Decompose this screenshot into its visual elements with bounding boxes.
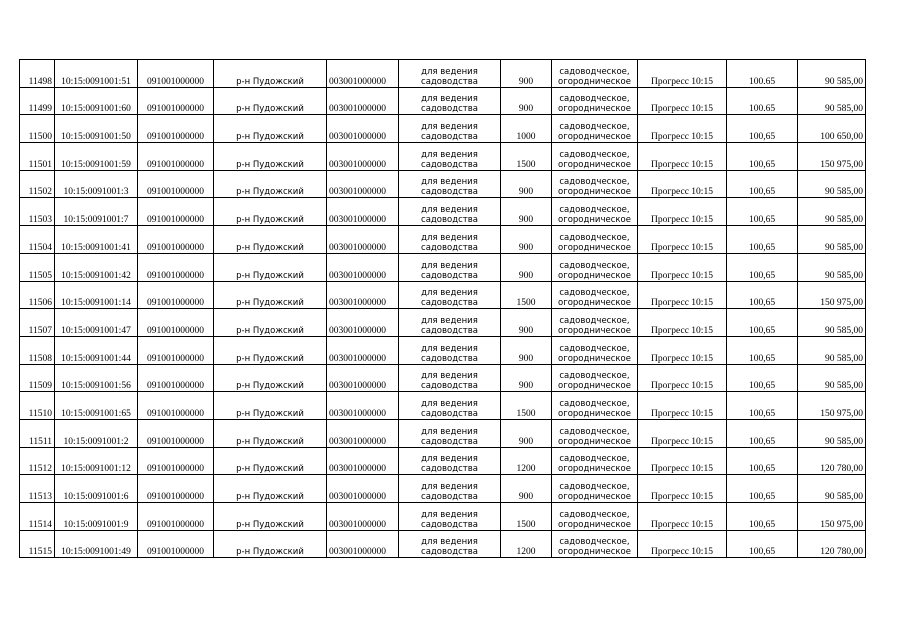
zone-cell: Прогресс 10:15: [638, 503, 727, 531]
oktmo-code-cell: 003001000000: [327, 475, 399, 503]
row-number-cell: 11508: [20, 336, 55, 364]
zone-cell: Прогресс 10:15: [638, 309, 727, 337]
row-number-cell: 11513: [20, 475, 55, 503]
cadastral-number-cell: 10:15:0091001:59: [55, 143, 138, 171]
zone-cell: Прогресс 10:15: [638, 226, 727, 254]
category-cell: [552, 364, 638, 392]
district-cell: р-н Пудожский: [214, 60, 327, 88]
table-row: [20, 281, 866, 309]
okato-code-cell: 091001000000: [138, 60, 214, 88]
rate-cell: 100,65: [727, 419, 798, 447]
category-cell: [552, 419, 638, 447]
cadastral-value-cell: 100 650,00: [798, 115, 866, 143]
zone-cell: Прогресс 10:15: [638, 447, 727, 475]
table-row: [20, 364, 866, 392]
zone-cell: Прогресс 10:15: [638, 115, 727, 143]
rate-cell: 100,65: [727, 503, 798, 531]
purpose-line-1: для ведения: [421, 149, 478, 160]
okato-code-cell: 091001000000: [138, 447, 214, 475]
category-line-2: огородническое: [558, 187, 631, 198]
oktmo-code-cell: 003001000000: [327, 226, 399, 254]
area-cell: 1200: [501, 447, 552, 475]
zone-cell: Прогресс 10:15: [638, 170, 727, 198]
purpose-cell: [399, 170, 501, 198]
category-cell: [552, 281, 638, 309]
category-line-1: садоводческое,: [559, 537, 630, 548]
table-row: [20, 198, 866, 226]
okato-code-cell: 091001000000: [138, 503, 214, 531]
row-number-cell: 11510: [20, 392, 55, 420]
row-number-cell: 11511: [20, 419, 55, 447]
row-number-cell: 11515: [20, 530, 55, 558]
okato-code-cell: 091001000000: [138, 170, 214, 198]
okato-code-cell: 091001000000: [138, 336, 214, 364]
cadastral-number-cell: 10:15:0091001:49: [55, 530, 138, 558]
category-cell: [552, 87, 638, 115]
area-cell: 900: [501, 419, 552, 447]
zone-cell: Прогресс 10:15: [638, 198, 727, 226]
row-number-cell: 11509: [20, 364, 55, 392]
okato-code-cell: 091001000000: [138, 475, 214, 503]
purpose-cell: [399, 419, 501, 447]
oktmo-code-cell: 003001000000: [327, 364, 399, 392]
purpose-cell: [399, 530, 501, 558]
row-number-cell: 11505: [20, 253, 55, 281]
zone-cell: Прогресс 10:15: [638, 87, 727, 115]
area-cell: 900: [501, 198, 552, 226]
category-line-2: огородническое: [558, 242, 631, 253]
rate-cell: 100.65: [727, 87, 798, 115]
okato-code-cell: 091001000000: [138, 143, 214, 171]
category-line-1: садоводческое,: [559, 232, 630, 243]
purpose-line-1: для ведения: [421, 398, 478, 409]
purpose-line-2: садоводства: [421, 353, 478, 364]
cadastral-value-cell: 90 585,00: [798, 336, 866, 364]
category-line-1: садоводческое,: [559, 398, 630, 409]
table-row: [20, 475, 866, 503]
table-row: [20, 336, 866, 364]
purpose-cell: [399, 253, 501, 281]
area-cell: 900: [501, 87, 552, 115]
category-line-1: садоводческое,: [559, 66, 630, 77]
cadastral-number-cell: 10:15:0091001:2: [55, 419, 138, 447]
cadastral-value-cell: 150 975,00: [798, 281, 866, 309]
district-cell: р-н Пудожский: [214, 475, 327, 503]
district-cell: р-н Пудожский: [214, 253, 327, 281]
table-row: [20, 530, 866, 558]
purpose-line-2: садоводства: [421, 519, 478, 530]
purpose-line-1: для ведения: [421, 94, 478, 105]
purpose-line-2: садоводства: [421, 76, 478, 87]
purpose-line-2: садоводства: [421, 298, 478, 309]
purpose-cell: [399, 475, 501, 503]
category-line-2: огородническое: [558, 270, 631, 281]
row-number-cell: 11506: [20, 281, 55, 309]
purpose-line-2: садоводства: [421, 464, 478, 475]
cadastral-value-cell: 90 585,00: [798, 309, 866, 337]
oktmo-code-cell: 003001000000: [327, 170, 399, 198]
cadastral-value-cell: 120 780,00: [798, 447, 866, 475]
purpose-line-2: садоводства: [421, 159, 478, 170]
zone-cell: Прогресс 10:15: [638, 60, 727, 88]
purpose-line-2: садоводства: [421, 547, 478, 558]
category-line-2: огородническое: [558, 464, 631, 475]
okato-code-cell: 091001000000: [138, 281, 214, 309]
purpose-line-2: садоводства: [421, 270, 478, 281]
table-row: [20, 226, 866, 254]
district-cell: р-н Пудожский: [214, 115, 327, 143]
purpose-cell: [399, 60, 501, 88]
rate-cell: 100,65: [727, 115, 798, 143]
table-row: [20, 170, 866, 198]
purpose-line-2: садоводства: [421, 492, 478, 502]
purpose-line-1: для ведения: [421, 66, 478, 77]
okato-code-cell: 091001000000: [138, 115, 214, 143]
category-line-2: огородническое: [558, 353, 631, 364]
cadastral-number-cell: 10:15:0091001:12: [55, 447, 138, 475]
rate-cell: 100,65: [727, 309, 798, 337]
purpose-line-1: для ведения: [421, 122, 478, 133]
category-cell: [552, 170, 638, 198]
row-number-cell: 11498: [20, 60, 55, 88]
cadastral-number-cell: 10:15:0091001:44: [55, 336, 138, 364]
rate-cell: 100,65: [727, 253, 798, 281]
okato-code-cell: 091001000000: [138, 87, 214, 115]
cadastral-value-cell: 90 585,00: [798, 198, 866, 226]
purpose-line-2: садоводства: [421, 104, 478, 115]
district-cell: р-н Пудожский: [214, 392, 327, 420]
category-cell: [552, 309, 638, 337]
okato-code-cell: 091001000000: [138, 364, 214, 392]
purpose-line-1: для ведения: [421, 371, 478, 382]
category-cell: [552, 115, 638, 143]
purpose-line-1: для ведения: [421, 482, 478, 492]
district-cell: р-н Пудожский: [214, 143, 327, 171]
area-cell: 1500: [501, 392, 552, 420]
district-cell: р-н Пудожский: [214, 309, 327, 337]
purpose-line-2: садоводства: [421, 381, 478, 392]
purpose-line-1: для ведения: [421, 426, 478, 437]
purpose-line-2: садоводства: [421, 242, 478, 253]
area-cell: 900: [501, 226, 552, 254]
cadastral-number-cell: 10:15:0091001:6: [55, 475, 138, 503]
oktmo-code-cell: 003001000000: [327, 115, 399, 143]
purpose-cell: [399, 503, 501, 531]
category-line-1: садоводческое,: [559, 426, 630, 437]
category-line-1: садоводческое,: [559, 122, 630, 133]
district-cell: р-н Пудожский: [214, 503, 327, 531]
okato-code-cell: 091001000000: [138, 419, 214, 447]
cadastral-number-cell: 10:15:0091001:7: [55, 198, 138, 226]
land-registry-table: [19, 59, 866, 558]
district-cell: р-н Пудожский: [214, 447, 327, 475]
district-cell: р-н Пудожский: [214, 281, 327, 309]
district-cell: р-н Пудожский: [214, 336, 327, 364]
category-line-1: садоводческое,: [559, 260, 630, 271]
row-number-cell: 11500: [20, 115, 55, 143]
category-line-1: садоводческое,: [559, 509, 630, 520]
category-line-2: огородническое: [558, 215, 631, 226]
purpose-cell: [399, 336, 501, 364]
category-line-1: садоводческое,: [559, 94, 630, 105]
category-line-2: огородническое: [558, 132, 631, 143]
category-cell: [552, 392, 638, 420]
rate-cell: 100,65: [727, 447, 798, 475]
cadastral-value-cell: 90 585,00: [798, 226, 866, 254]
category-cell: [552, 475, 638, 503]
area-cell: 900: [501, 364, 552, 392]
table-row: [20, 503, 866, 531]
zone-cell: Прогресс 10:15: [638, 253, 727, 281]
table-row: [20, 143, 866, 171]
okato-code-cell: 091001000000: [138, 226, 214, 254]
okato-code-cell: 091001000000: [138, 309, 214, 337]
cadastral-number-cell: 10:15:0091001:14: [55, 281, 138, 309]
zone-cell: Прогресс 10:15: [638, 281, 727, 309]
zone-cell: Прогресс 10:15: [638, 392, 727, 420]
rate-cell: 100,65: [727, 281, 798, 309]
rate-cell: 100,65: [727, 198, 798, 226]
cadastral-value-cell: 90 585,00: [798, 87, 866, 115]
purpose-cell: [399, 226, 501, 254]
area-cell: 1500: [501, 281, 552, 309]
category-line-2: огородническое: [558, 298, 631, 309]
purpose-line-2: садоводства: [421, 325, 478, 336]
row-number-cell: 11507: [20, 309, 55, 337]
category-line-1: садоводческое,: [559, 177, 630, 188]
district-cell: р-н Пудожский: [214, 364, 327, 392]
table-body: [20, 60, 866, 558]
cadastral-value-cell: 90 585,00: [798, 419, 866, 447]
rate-cell: 100,65: [727, 364, 798, 392]
cadastral-number-cell: 10:15:0091001:51: [55, 60, 138, 88]
category-cell: [552, 60, 638, 88]
purpose-cell: [399, 309, 501, 337]
row-number-cell: 11501: [20, 143, 55, 171]
cadastral-number-cell: 10:15:0091001:60: [55, 87, 138, 115]
area-cell: 900: [501, 253, 552, 281]
table-row: [20, 419, 866, 447]
category-cell: [552, 143, 638, 171]
category-cell: [552, 336, 638, 364]
category-cell: [552, 503, 638, 531]
oktmo-code-cell: 003001000000: [327, 336, 399, 364]
okato-code-cell: 091001000000: [138, 392, 214, 420]
area-cell: 900: [501, 336, 552, 364]
oktmo-code-cell: 003001000000: [327, 143, 399, 171]
category-line-2: огородническое: [558, 325, 631, 336]
rate-cell: 100,65: [727, 336, 798, 364]
purpose-line-1: для ведения: [421, 260, 478, 271]
table-row: [20, 447, 866, 475]
rate-cell: 100,65: [727, 143, 798, 171]
oktmo-code-cell: 003001000000: [327, 309, 399, 337]
area-cell: 900: [501, 309, 552, 337]
category-line-2: огородническое: [558, 547, 631, 558]
purpose-line-1: для ведения: [421, 343, 478, 354]
cadastral-value-cell: 90 585,00: [798, 170, 866, 198]
cadastral-value-cell: 90 585,00: [798, 253, 866, 281]
purpose-line-1: для ведения: [421, 288, 478, 299]
area-cell: 900: [501, 170, 552, 198]
cadastral-number-cell: 10:15:0091001:41: [55, 226, 138, 254]
row-number-cell: 11512: [20, 447, 55, 475]
purpose-line-2: садоводства: [421, 436, 478, 447]
purpose-cell: [399, 198, 501, 226]
purpose-line-1: для ведения: [421, 205, 478, 216]
purpose-line-2: садоводства: [421, 215, 478, 226]
purpose-cell: [399, 447, 501, 475]
category-line-2: огородническое: [558, 436, 631, 447]
category-line-1: садоводческое,: [559, 288, 630, 299]
category-cell: [552, 226, 638, 254]
cadastral-value-cell: 150 975,00: [798, 503, 866, 531]
area-cell: 1200: [501, 530, 552, 558]
purpose-cell: [399, 364, 501, 392]
cadastral-value-cell: 150 975,00: [798, 392, 866, 420]
district-cell: р-н Пудожский: [214, 170, 327, 198]
area-cell: 1000: [501, 115, 552, 143]
okato-code-cell: 091001000000: [138, 530, 214, 558]
oktmo-code-cell: 003001000000: [327, 447, 399, 475]
rate-cell: 100,65: [727, 392, 798, 420]
cadastral-value-cell: 120 780,00: [798, 530, 866, 558]
cadastral-number-cell: 10:15:0091001:47: [55, 309, 138, 337]
rate-cell: 100,65: [727, 226, 798, 254]
district-cell: р-н Пудожский: [214, 530, 327, 558]
cadastral-number-cell: 10:15:0091001:50: [55, 115, 138, 143]
oktmo-code-cell: 003001000000: [327, 392, 399, 420]
category-cell: [552, 198, 638, 226]
cadastral-number-cell: 10:15:0091001:9: [55, 503, 138, 531]
purpose-line-1: для ведения: [421, 232, 478, 243]
purpose-line-1: для ведения: [421, 537, 478, 548]
row-number-cell: 11499: [20, 87, 55, 115]
category-cell: [552, 530, 638, 558]
area-cell: 1500: [501, 503, 552, 531]
rate-cell: 100,65: [727, 475, 798, 503]
purpose-cell: [399, 115, 501, 143]
table-row: [20, 115, 866, 143]
purpose-line-1: для ведения: [421, 177, 478, 188]
zone-cell: Прогресс 10:15: [638, 530, 727, 558]
category-line-1: садоводческое,: [559, 205, 630, 216]
table-row: [20, 253, 866, 281]
oktmo-code-cell: 003001000000: [327, 530, 399, 558]
category-line-1: садоводческое,: [559, 371, 630, 382]
district-cell: р-н Пудожский: [214, 198, 327, 226]
cadastral-value-cell: 150 975,00: [798, 143, 866, 171]
category-cell: [552, 253, 638, 281]
cadastral-number-cell: 10:15:0091001:3: [55, 170, 138, 198]
zone-cell: Прогресс 10:15: [638, 419, 727, 447]
category-line-2: огородническое: [558, 519, 631, 530]
cadastral-value-cell: 90 585,00: [798, 475, 866, 503]
purpose-cell: [399, 392, 501, 420]
category-line-2: огородническое: [558, 159, 631, 170]
area-cell: 1500: [501, 143, 552, 171]
oktmo-code-cell: 003001000000: [327, 60, 399, 88]
row-number-cell: 11503: [20, 198, 55, 226]
oktmo-code-cell: 003001000000: [327, 87, 399, 115]
rate-cell: 100,65: [727, 170, 798, 198]
category-line-2: огородническое: [558, 408, 631, 419]
zone-cell: Прогресс 10:15: [638, 336, 727, 364]
okato-code-cell: 091001000000: [138, 253, 214, 281]
purpose-cell: [399, 281, 501, 309]
area-cell: 900: [501, 60, 552, 88]
district-cell: р-н Пудожский: [214, 419, 327, 447]
purpose-line-1: для ведения: [421, 454, 478, 465]
purpose-cell: [399, 87, 501, 115]
oktmo-code-cell: 003001000000: [327, 198, 399, 226]
category-line-2: огородническое: [558, 492, 631, 502]
purpose-line-2: садоводства: [421, 408, 478, 419]
cadastral-value-cell: 90 585,00: [798, 364, 866, 392]
row-number-cell: 11502: [20, 170, 55, 198]
category-line-1: садоводческое,: [559, 454, 630, 465]
table-row: [20, 60, 866, 88]
cadastral-number-cell: 10:15:0091001:65: [55, 392, 138, 420]
purpose-cell: [399, 143, 501, 171]
row-number-cell: 11504: [20, 226, 55, 254]
row-number-cell: 11514: [20, 503, 55, 531]
table-row: [20, 87, 866, 115]
cadastral-number-cell: 10:15:0091001:56: [55, 364, 138, 392]
cadastral-number-cell: 10:15:0091001:42: [55, 253, 138, 281]
table-row: [20, 309, 866, 337]
table-row: [20, 392, 866, 420]
oktmo-code-cell: 003001000000: [327, 281, 399, 309]
category-line-2: огородническое: [558, 104, 631, 115]
category-line-1: садоводческое,: [559, 482, 630, 492]
purpose-line-2: садоводства: [421, 187, 478, 198]
purpose-line-1: для ведения: [421, 509, 478, 520]
category-line-1: садоводческое,: [559, 343, 630, 354]
category-line-1: садоводческое,: [559, 315, 630, 326]
rate-cell: 100.65: [727, 60, 798, 88]
oktmo-code-cell: 003001000000: [327, 503, 399, 531]
district-cell: р-н Пудожский: [214, 226, 327, 254]
category-cell: [552, 447, 638, 475]
rate-cell: 100,65: [727, 530, 798, 558]
category-line-1: садоводческое,: [559, 149, 630, 160]
cadastral-value-cell: 90 585,00: [798, 60, 866, 88]
purpose-line-1: для ведения: [421, 315, 478, 326]
oktmo-code-cell: 003001000000: [327, 253, 399, 281]
zone-cell: Прогресс 10:15: [638, 475, 727, 503]
category-line-2: огородническое: [558, 381, 631, 392]
okato-code-cell: 091001000000: [138, 198, 214, 226]
area-cell: 900: [501, 475, 552, 503]
zone-cell: Прогресс 10:15: [638, 143, 727, 171]
zone-cell: Прогресс 10:15: [638, 364, 727, 392]
category-line-2: огородническое: [558, 76, 631, 87]
district-cell: р-н Пудожский: [214, 87, 327, 115]
purpose-line-2: садоводства: [421, 132, 478, 143]
oktmo-code-cell: 003001000000: [327, 419, 399, 447]
